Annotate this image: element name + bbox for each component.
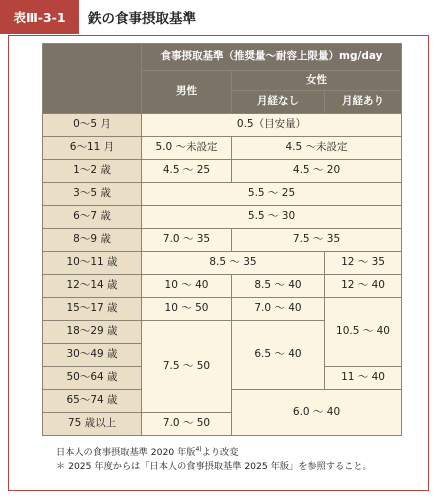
value-cell: 10 ～ 50 [142, 298, 232, 321]
value-cell: 8.5 ～ 35 [142, 252, 325, 275]
table-notes [56, 443, 372, 474]
age-cell: 1～2 歳 [43, 160, 142, 183]
iron-intake-table [42, 43, 402, 436]
value-cell: 7.0 ～ 50 [142, 413, 232, 436]
value-cell: 6.5 ～ 40 [232, 321, 325, 390]
age-cell: 18～29 歳 [43, 321, 142, 344]
table-number-tag: 表Ⅲ-3-1 [0, 0, 79, 34]
age-cell: 65～74 歳 [43, 390, 142, 413]
value-cell: 6.0 ～ 40 [232, 390, 402, 436]
corner-header [43, 44, 142, 114]
value-cell: 4.5 ～ 25 [142, 160, 232, 183]
value-cell: 8.5 ～ 40 [232, 275, 325, 298]
value-cell: 7.5 ～ 35 [232, 229, 402, 252]
age-cell: 75 歳以上 [43, 413, 142, 436]
value-cell: 4.5 ～ 20 [232, 160, 402, 183]
value-cell: 0.5（目安量） [142, 114, 402, 137]
age-cell: 0～5 月 [43, 114, 142, 137]
age-cell: 8～9 歳 [43, 229, 142, 252]
reference-superscript: 4) [195, 446, 202, 453]
age-cell: 6～11 月 [43, 137, 142, 160]
value-cell: 4.5 ～未設定 [232, 137, 402, 160]
value-cell: 7.5 ～ 50 [142, 321, 232, 413]
value-cell: 5.5 ～ 25 [142, 183, 402, 206]
age-cell: 30～49 歳 [43, 344, 142, 367]
age-cell: 15～17 歳 [43, 298, 142, 321]
value-cell: 5.0 ～未設定 [142, 137, 232, 160]
source-note [56, 443, 372, 460]
age-cell: 3～5 歳 [43, 183, 142, 206]
source-note-suffix: より改変 [201, 447, 239, 458]
male-header: 男性 [142, 71, 232, 114]
age-cell: 10～11 歳 [43, 252, 142, 275]
value-cell: 10 ～ 40 [142, 275, 232, 298]
no-menstruation-header: 月経なし [232, 91, 325, 114]
female-header: 女性 [232, 71, 402, 91]
with-menstruation-header: 月経あり [325, 91, 402, 114]
value-cell: 11 ～ 40 [325, 367, 402, 390]
unit-header: 食事摂取基準（推奨量～耐容上限量）mg/day [142, 44, 402, 71]
age-cell: 50～64 歳 [43, 367, 142, 390]
age-cell: 6～7 歳 [43, 206, 142, 229]
value-cell: 7.0 ～ 40 [232, 298, 325, 321]
source-note-text: 日本人の食事摂取基準 2020 年版 [56, 447, 196, 458]
table-title: 鉄の食事摂取基準 [88, 11, 196, 27]
value-cell: 5.5 ～ 30 [142, 206, 402, 229]
revision-note: ＊ 2025 年度からは「日本人の食事摂取基準 2025 年版」を参照すること。 [56, 461, 372, 472]
value-cell: 12 ～ 40 [325, 275, 402, 298]
value-cell: 12 ～ 35 [325, 252, 402, 275]
value-cell: 10.5 ～ 40 [325, 298, 402, 367]
value-cell: 7.0 ～ 35 [142, 229, 232, 252]
age-cell: 12～14 歳 [43, 275, 142, 298]
